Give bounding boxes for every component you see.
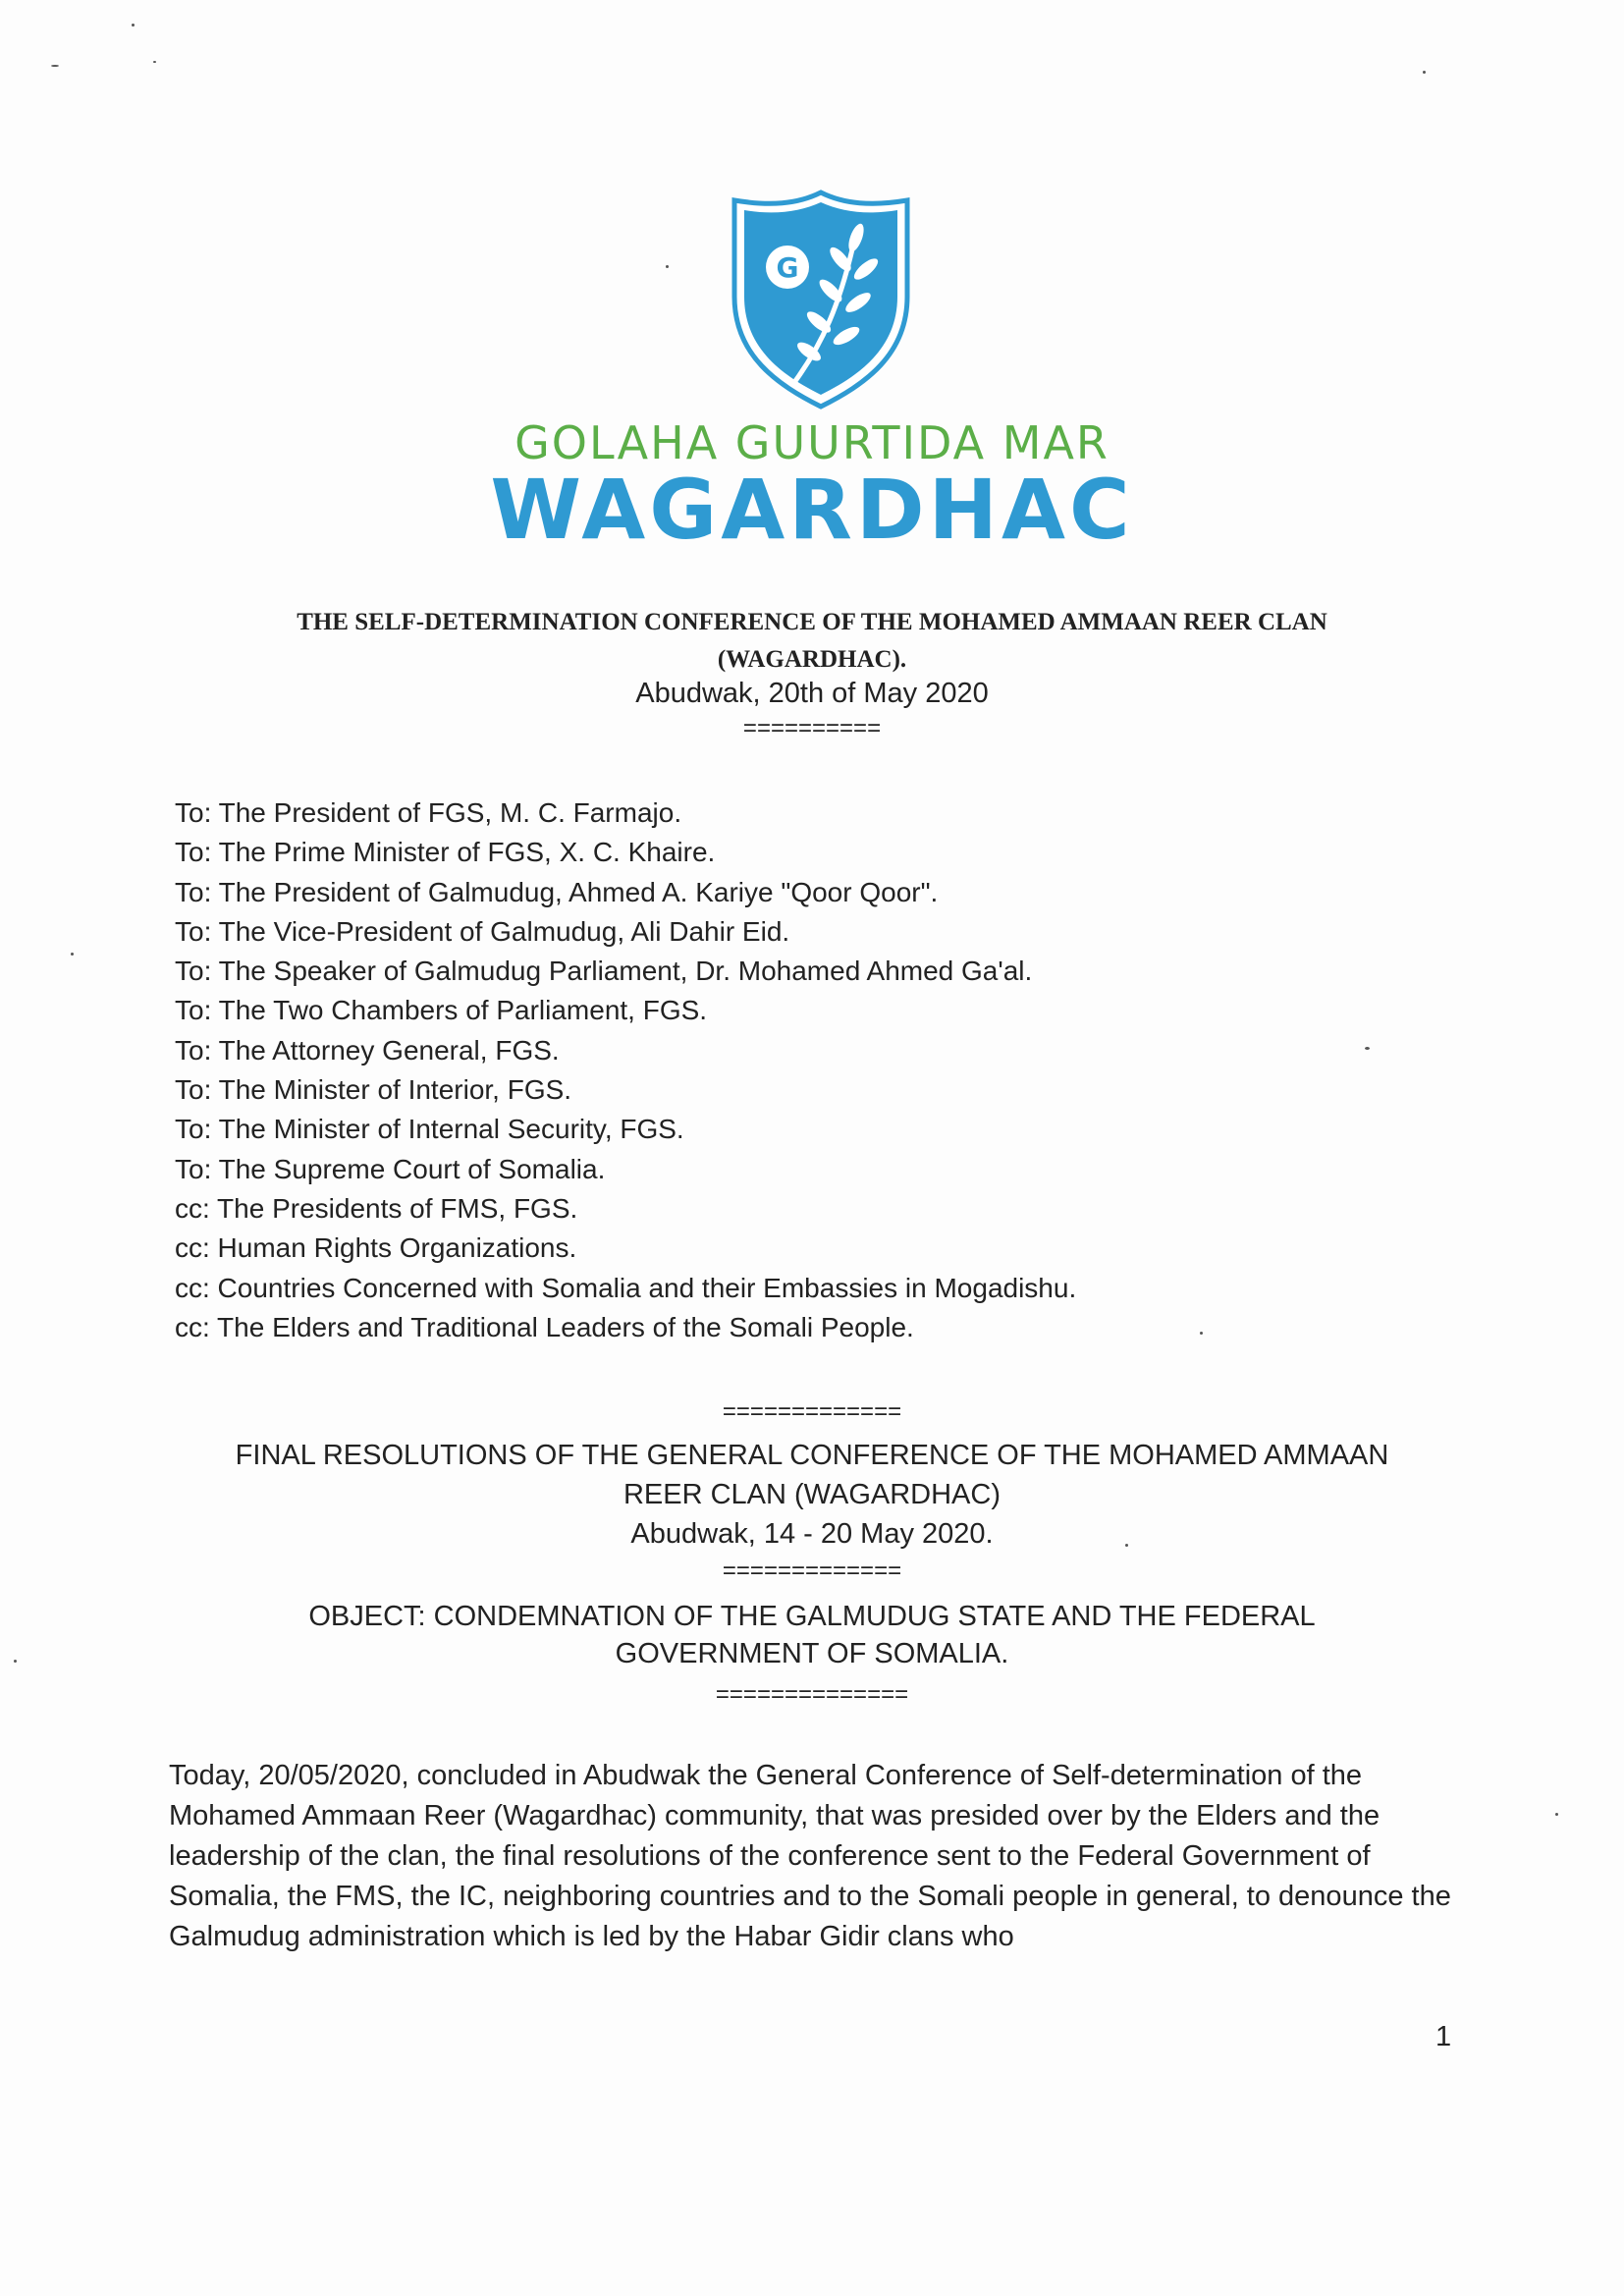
cc-item: cc: Countries Concerned with Somalia and their Embassies in Mogadishu. xyxy=(175,1272,1077,1303)
document-title-line1: THE SELF-DETERMINATION CONFERENCE OF THE MOHAMED AMMAAN REER CLAN xyxy=(297,609,1327,635)
scan-speck xyxy=(71,953,74,956)
recipient-item: To: The Minister of Internal Security, FGS. xyxy=(175,1114,684,1145)
header-place-date: Abudwak, 20th of May 2020 xyxy=(635,678,989,709)
recipient-item: To: The Two Chambers of Parliament, FGS. xyxy=(175,995,708,1026)
cc-item: cc: The Presidents of FMS, FGS. xyxy=(175,1192,578,1224)
cc-item: cc: Human Rights Organizations. xyxy=(175,1232,577,1264)
logo-letter: G xyxy=(776,251,799,284)
page-number: 1 xyxy=(1435,2021,1452,2052)
scan-speck xyxy=(1555,1813,1558,1816)
cc-item: cc: The Elders and Traditional Leaders of the Somali People. xyxy=(175,1311,914,1342)
recipient-item: To: The Supreme Court of Somalia. xyxy=(175,1153,606,1184)
header-separator: ========== xyxy=(742,715,882,741)
scan-speck xyxy=(153,61,156,63)
recipient-item: To: The Prime Minister of FGS, X. C. Khaire. xyxy=(175,837,716,868)
resolutions-title-line1: FINAL RESOLUTIONS OF THE GENERAL CONFERENCE OF THE MOHAMED AMMAAN xyxy=(235,1440,1389,1471)
logo-title-line2: WAGARDHAC xyxy=(490,462,1134,558)
resolutions-title-line2: REER CLAN (WAGARDHAC) xyxy=(623,1479,1001,1510)
resolutions-separator-top: ============= xyxy=(722,1398,902,1425)
scan-speck xyxy=(132,24,135,27)
recipient-item: To: The President of Galmudug, Ahmed A. Kariye "Qoor Qoor". xyxy=(175,876,939,907)
recipient-item: To: The President of FGS, M. C. Farmajo. xyxy=(175,797,682,828)
recipient-item: To: The Speaker of Galmudug Parliament, Dr. Mohamed Ahmed Ga'al. xyxy=(175,956,1033,987)
logo-shield-icon xyxy=(727,189,915,410)
scan-speck xyxy=(51,65,59,67)
recipient-item: To: The Vice-President of Galmudug, Ali Dahir Eid. xyxy=(175,915,790,947)
resolutions-place-date: Abudwak, 14 - 20 May 2020. xyxy=(630,1518,994,1550)
body-paragraph: Today, 20/05/2020, concluded in Abudwak the General Conference of Self-determination of the Mohamed Ammaan Reer (Wagardhac) community, that was presided over by the Elders and the leadership of the clan, the final resolutions of the conference sent to the Federal Government of Somalia, the FMS, the IC, neighboring countries and to the Somali people in general, to denounce the Galmudug administration which is led by the Habar Gidir clans who xyxy=(169,1760,1451,1952)
resolutions-separator-mid: ============= xyxy=(722,1558,902,1584)
scan-speck xyxy=(1423,71,1426,74)
recipient-item: To: The Minister of Interior, FGS. xyxy=(175,1074,572,1106)
scan-speck xyxy=(666,265,669,268)
recipient-list xyxy=(175,793,1402,1347)
recipient-item: To: The Attorney General, FGS. xyxy=(175,1034,560,1066)
document-title-line2: (WAGARDHAC). xyxy=(717,646,907,673)
object-line2: GOVERNMENT OF SOMALIA. xyxy=(615,1638,1009,1669)
logo-title-line1: GOLAHA GUURTIDA MAR xyxy=(514,416,1110,469)
object-line1: OBJECT: CONDEMNATION OF THE GALMUDUG STATE AND THE FEDERAL xyxy=(308,1601,1316,1632)
resolutions-separator-bottom: ============== xyxy=(715,1681,909,1708)
